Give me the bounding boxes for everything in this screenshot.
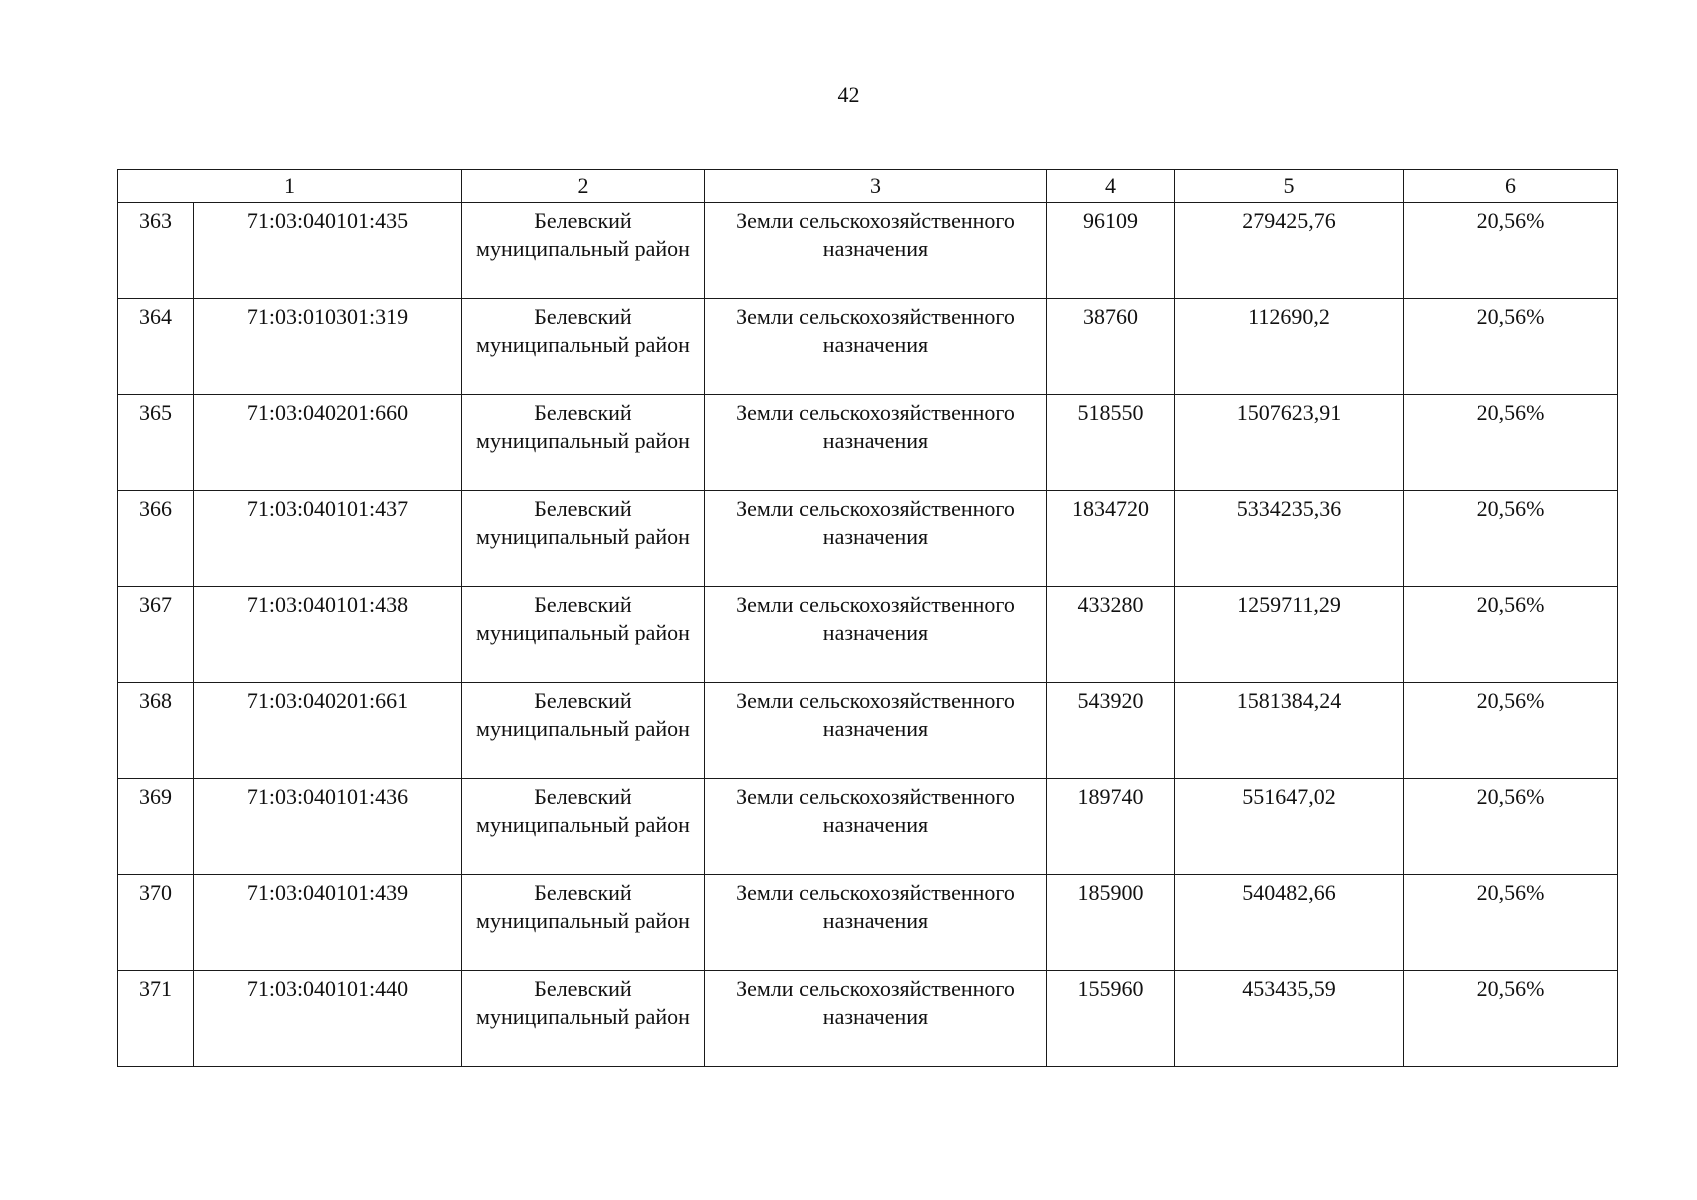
header-cell-5: 5 [1175,170,1404,203]
header-cell-1: 1 [118,170,462,203]
table-row [118,683,1618,779]
cadastral-number-cell: 71:03:010301:319 [194,299,462,395]
rate-cell: 20,56% [1404,875,1618,971]
cadastral-number-cell: 71:03:040101:440 [194,971,462,1067]
rate-cell: 20,56% [1404,203,1618,299]
cadastral-value-cell: 5334235,36 [1175,491,1404,587]
district-cell: Белевский муниципальный район [462,779,705,875]
district-cell: Белевский муниципальный район [462,587,705,683]
rate-cell: 20,56% [1404,779,1618,875]
table-row [118,299,1618,395]
header-cell-3: 3 [705,170,1047,203]
area-cell: 518550 [1047,395,1175,491]
rate-cell: 20,56% [1404,299,1618,395]
rate-cell: 20,56% [1404,395,1618,491]
district-cell: Белевский муниципальный район [462,299,705,395]
cadastral-number-cell: 71:03:040101:438 [194,587,462,683]
table-row [118,779,1618,875]
district-cell: Белевский муниципальный район [462,971,705,1067]
rate-cell: 20,56% [1404,971,1618,1067]
district-cell: Белевский муниципальный район [462,491,705,587]
cadastral-number-cell: 71:03:040101:436 [194,779,462,875]
table-row [118,491,1618,587]
district-cell: Белевский муниципальный район [462,395,705,491]
cadastral-number-cell: 71:03:040201:660 [194,395,462,491]
cadastral-value-cell: 453435,59 [1175,971,1404,1067]
row-number-cell: 366 [118,491,194,587]
cadastral-number-cell: 71:03:040101:437 [194,491,462,587]
cadastral-value-cell: 1259711,29 [1175,587,1404,683]
row-number-cell: 365 [118,395,194,491]
header-row [118,170,1618,203]
land-category-cell: Земли сельскохозяйственного назначения [705,875,1047,971]
land-category-cell: Земли сельскохозяйственного назначения [705,299,1047,395]
cadastral-value-cell: 551647,02 [1175,779,1404,875]
header-cell-2: 2 [462,170,705,203]
land-category-cell: Земли сельскохозяйственного назначения [705,971,1047,1067]
area-cell: 543920 [1047,683,1175,779]
header-cell-4: 4 [1047,170,1175,203]
land-category-cell: Земли сельскохозяйственного назначения [705,203,1047,299]
table-row [118,587,1618,683]
land-category-cell: Земли сельскохозяйственного назначения [705,779,1047,875]
table-row [118,875,1618,971]
table-body [118,170,1618,1067]
land-category-cell: Земли сельскохозяйственного назначения [705,587,1047,683]
area-cell: 38760 [1047,299,1175,395]
rate-cell: 20,56% [1404,683,1618,779]
cadastral-number-cell: 71:03:040101:439 [194,875,462,971]
land-plots-table [117,169,1618,1067]
row-number-cell: 363 [118,203,194,299]
row-number-cell: 370 [118,875,194,971]
district-cell: Белевский муниципальный район [462,875,705,971]
area-cell: 433280 [1047,587,1175,683]
header-cell-6: 6 [1404,170,1618,203]
table-row [118,971,1618,1067]
table-row [118,203,1618,299]
row-number-cell: 371 [118,971,194,1067]
land-category-cell: Земли сельскохозяйственного назначения [705,395,1047,491]
table-row [118,395,1618,491]
cadastral-value-cell: 1581384,24 [1175,683,1404,779]
area-cell: 189740 [1047,779,1175,875]
row-number-cell: 364 [118,299,194,395]
row-number-cell: 368 [118,683,194,779]
cadastral-value-cell: 1507623,91 [1175,395,1404,491]
land-category-cell: Земли сельскохозяйственного назначения [705,491,1047,587]
cadastral-value-cell: 540482,66 [1175,875,1404,971]
area-cell: 185900 [1047,875,1175,971]
rate-cell: 20,56% [1404,491,1618,587]
cadastral-value-cell: 279425,76 [1175,203,1404,299]
row-number-cell: 367 [118,587,194,683]
area-cell: 96109 [1047,203,1175,299]
district-cell: Белевский муниципальный район [462,203,705,299]
rate-cell: 20,56% [1404,587,1618,683]
district-cell: Белевский муниципальный район [462,683,705,779]
cadastral-value-cell: 112690,2 [1175,299,1404,395]
row-number-cell: 369 [118,779,194,875]
cadastral-number-cell: 71:03:040201:661 [194,683,462,779]
page-number: 42 [837,82,860,107]
area-cell: 1834720 [1047,491,1175,587]
cadastral-number-cell: 71:03:040101:435 [194,203,462,299]
area-cell: 155960 [1047,971,1175,1067]
land-category-cell: Земли сельскохозяйственного назначения [705,683,1047,779]
